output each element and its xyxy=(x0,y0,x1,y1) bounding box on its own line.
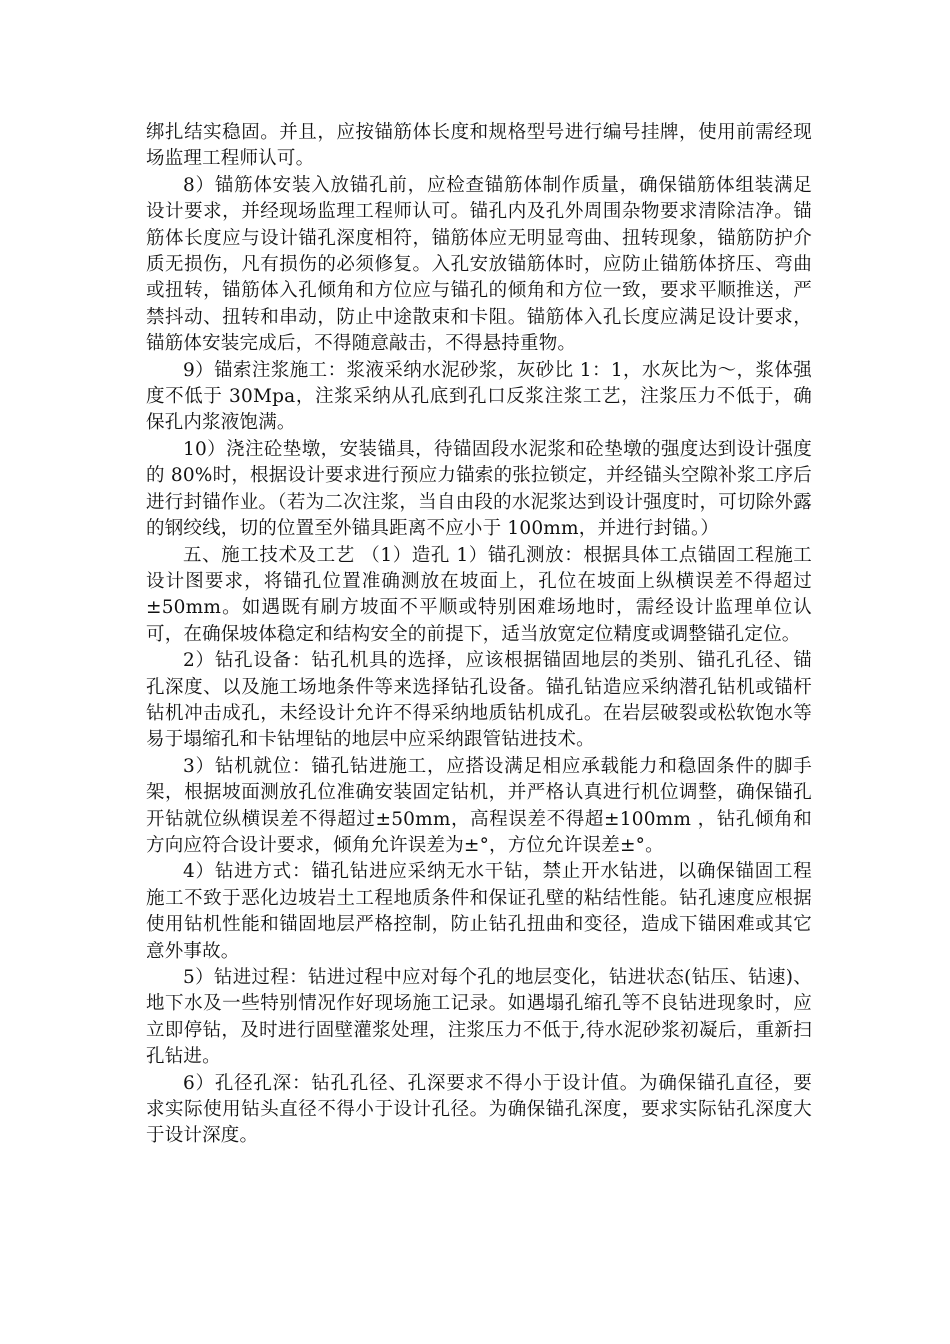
paragraph-item-10: 10）浇注砼垫墩，安装锚具，待锚固段水泥浆和砼垫墩的强度达到设计强度的 80%时，根据设计要求进行预应力锚索的张拉锁定，并经锚头空隙补浆工序后进行封锚作业。（若为二次注浆，当自由段的水泥浆达到设计强度时，可切除外露的钢绞线，切的位置至外锚具距离不应小于 100mm，并进行封锚。） xyxy=(146,438,812,540)
paragraph-item-3: 3）钻机就位：锚孔钻进施工，应搭设满足相应承载能力和稳固条件的脚手架，根据坡面测放孔位准确安装固定钻机，并严格认真进行机位调整，确保锚孔开钻就位纵横误差不得超过±50mm，高程误差不得超±100mm ，钻孔倾角和方向应符合设计要求，倾角允许误差为±°，方位允许误差±°。 xyxy=(146,755,812,856)
paragraph-item-6: 6）孔径孔深：钻孔孔径、孔深要求不得小于设计值。为确保锚孔直径，要求实际使用钻头直径不得小于设计孔径。为确保锚孔深度，要求实际钻孔深度大于设计深度。 xyxy=(146,1072,812,1147)
paragraph-item-4: 4）钻进方式：锚孔钻进应采纳无水干钻，禁止开水钻进，以确保锚固工程施工不致于恶化边坡岩土工程地质条件和保证孔壁的粘结性能。钻孔速度应根据使用钻机性能和锚固地层严格控制，防止钻孔扭曲和变径，造成下锚困难或其它意外事故。 xyxy=(146,861,812,962)
paragraph-item-8: 8）锚筋体安装入放锚孔前，应检查锚筋体制作质量，确保锚筋体组装满足设计要求，并经现场监理工程师认可。锚孔内及孔外周围杂物要求清除洁净。锚筋体长度应与设计锚孔深度相符，锚筋体应无明显弯曲、扭转现象，锚筋防护介质无损伤，凡有损伤的必须修复。入孔安放锚筋体时，应防止锚筋体挤压、弯曲或扭转，锚筋体入孔倾角和方位应与锚孔的倾角和方位一致，要求平顺推送，严禁抖动、扭转和串动，防止中途散束和卡阻。锚筋体入孔长度应满足设计要求，锚筋体安装完成后，不得随意敲击，不得悬持重物。 xyxy=(146,174,812,355)
paragraph-continuation: 绑扎结实稳固。并且，应按锚筋体长度和规格型号进行编号挂牌，使用前需经现场监理工程师认可。 xyxy=(146,122,812,170)
paragraph-item-2: 2）钻孔设备：钻孔机具的选择，应该根据锚固地层的类别、锚孔孔径、锚孔深度、以及施工场地条件等来选择钻孔设备。锚孔钻造应采纳潜孔钻机或锚杆钻机冲击成孔，未经设计允许不得采纳地质钻机成孔。在岩层破裂或松软饱水等易于塌缩孔和卡钻埋钻的地层中应采纳跟管钻进技术。 xyxy=(146,650,812,751)
paragraph-item-9: 9）锚索注浆施工：浆液采纳水泥砂浆，灰砂比 1：1，水灰比为～，浆体强度不低于 30Mpa，注浆采纳从孔底到孔口反浆注浆工艺，注浆压力不低于，确保孔内浆液饱满。 xyxy=(146,359,812,434)
document-page xyxy=(146,120,812,1150)
paragraph-item-5: 5）钻进过程：钻进过程中应对每个孔的地层变化，钻进状态(钻压、钻速)、地下水及一些特别情况作好现场施工记录。如遇塌孔缩孔等不良钻进现象时，应立即停钻，及时进行固壁灌浆处理，注浆压力不低于,待水泥砂浆初凝后，重新扫孔钻进。 xyxy=(146,967,812,1068)
paragraph-section-5-item-1: 五、施工技术及工艺 （1）造孔 1）锚孔测放：根据具体工点锚固工程施工设计图要求，将锚孔位置准确测放在坡面上，孔位在坡面上纵横误差不得超过±50mm。如遇既有刷方坡面不平顺或特别困难场地时，需经设计监理单位认可，在确保坡体稳定和结构安全的前提下，适当放宽定位精度或调整锚孔定位。 xyxy=(146,544,812,645)
